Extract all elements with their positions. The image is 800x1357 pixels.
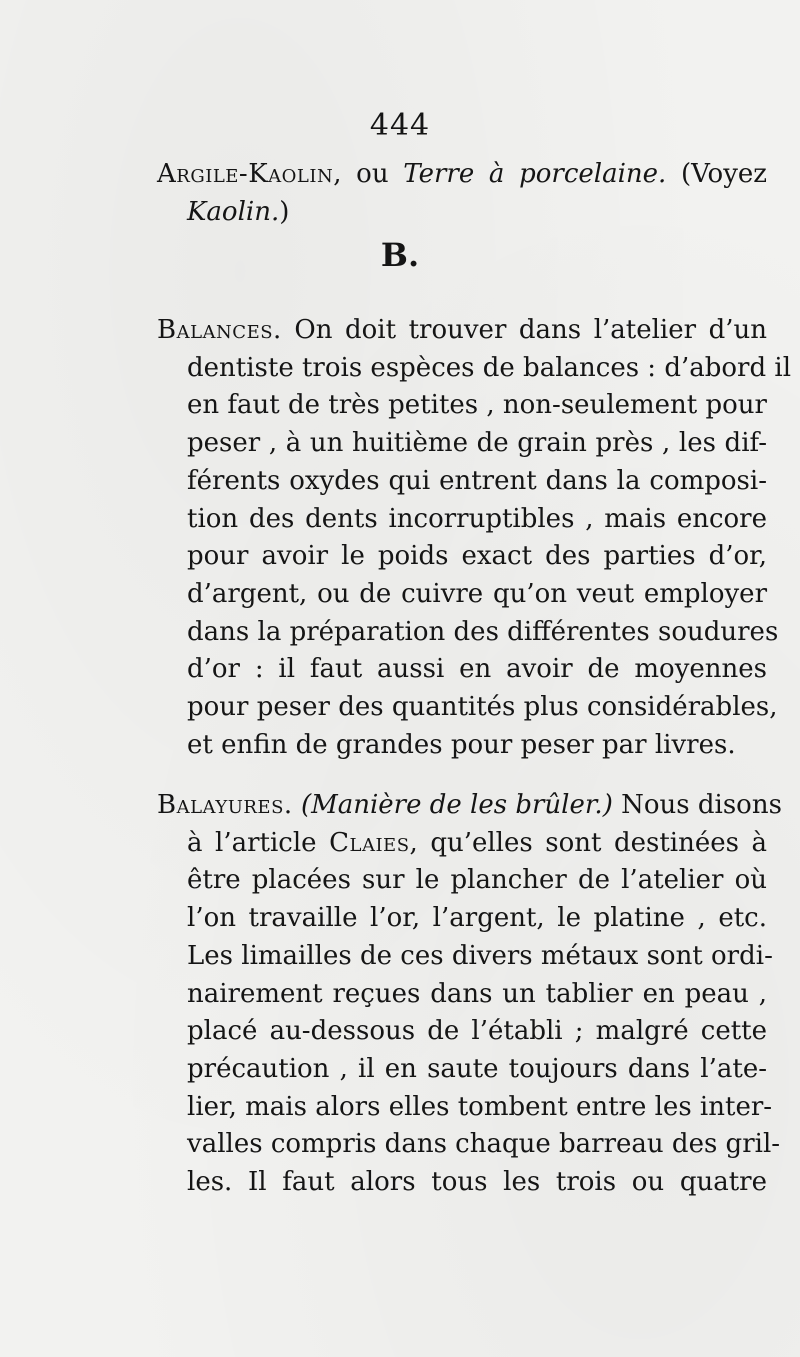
- entry-italic-text: Terre à porcelaine.: [403, 159, 667, 189]
- entry-line: l’on travaille l’or, l’argent, le platine , etc.: [187, 903, 767, 934]
- entry-balances: [157, 312, 792, 764]
- entry-cross-reference: Claies: [329, 827, 410, 858]
- entry-line: et enfin de grandes pour peser par livres.: [187, 729, 736, 760]
- entry-text: Nous disons: [612, 790, 782, 820]
- entry-text: à l’article: [187, 827, 330, 858]
- entry-text: ): [279, 196, 290, 227]
- entry-line: d’argent, ou de cuivre qu’on veut employer: [187, 578, 767, 609]
- entry-argile-kaolin: [157, 156, 767, 231]
- entry-text: , ou: [333, 159, 404, 189]
- entry-italic-text: (Manière de les brûler.): [300, 790, 613, 820]
- entry-line: les. Il faut alors tous les trois ou quatre: [187, 1167, 767, 1198]
- entry-head: Balayures.: [157, 790, 293, 820]
- entry-line: précaution , il en saute toujours dans l’ate-: [187, 1053, 767, 1084]
- entry-line: [157, 156, 767, 194]
- entry-line: d’or : il faut aussi en avoir de moyennes: [187, 654, 767, 685]
- entry-line: dans la préparation des différentes soudures: [187, 616, 779, 647]
- entry-line: tion des dents incorruptibles , mais encore: [187, 503, 767, 534]
- section-letter: B.: [380, 236, 420, 274]
- entry-line: peser , à un huitième de grain près , les dif-: [187, 428, 767, 459]
- entry-line: pour peser des quantités plus considérables,: [187, 692, 778, 723]
- entry-line: placé au-dessous de l’établi ; malgré cette: [187, 1016, 767, 1047]
- entry-text: (Voyez: [666, 159, 767, 189]
- entry-text: , qu’elles sont destinées à: [409, 827, 767, 858]
- entry-line: en faut de très petites , non-seulement pour: [187, 390, 767, 421]
- entry-line: [157, 312, 767, 350]
- entry-head: Balances.: [157, 315, 282, 345]
- entry-line: [157, 194, 767, 232]
- entry-line: [157, 787, 782, 825]
- entry-line: lier, mais alors elles tombent entre les inter-: [187, 1091, 773, 1122]
- entry-line: férents oxydes qui entrent dans la composi-: [187, 465, 767, 496]
- entry-line: valles compris dans chaque barreau des gril-: [187, 1129, 781, 1160]
- entry-balayures: [157, 787, 782, 1202]
- entry-line: dentiste trois espèces de balances : d’abord il: [187, 352, 792, 383]
- entry-cross-reference: Kaolin.: [187, 196, 280, 227]
- entry-line: pour avoir le poids exact des parties d’or,: [187, 541, 767, 572]
- entry-line: [157, 825, 767, 863]
- entry-head: Argile-Kaolin: [157, 159, 334, 189]
- entry-text: On doit trouver dans l’atelier d’un: [281, 315, 767, 345]
- entry-line: être placées sur le plancher de l’atelier où: [187, 865, 767, 896]
- entry-line: nairement reçues dans un tablier en peau ,: [187, 978, 767, 1009]
- entry-line: Les limailles de ces divers métaux sont ordi-: [187, 940, 773, 971]
- page-number: 444: [369, 108, 431, 143]
